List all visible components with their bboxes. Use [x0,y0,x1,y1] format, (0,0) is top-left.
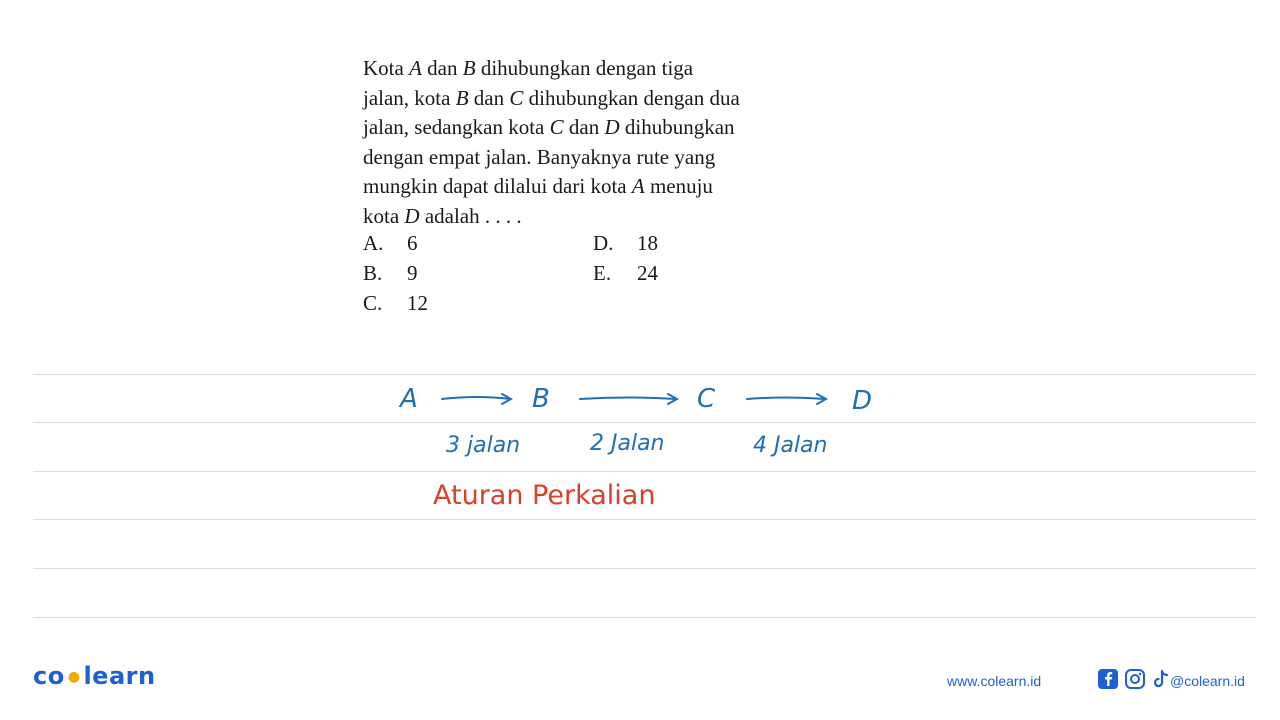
arrow-icon [745,391,831,407]
handwritten-roads-cd: 4 Jalan [753,433,828,458]
option-value: 12 [407,291,428,315]
colearn-logo: co ● learn [33,662,156,690]
handwritten-city-b: B [532,384,550,414]
ruled-line [33,519,1256,520]
ruled-line [33,617,1256,618]
question-line: mungkin dapat dilalui dari kota A menuju [363,174,713,198]
option-letter: C. [363,291,383,315]
handwritten-city-c: C [697,384,716,414]
option-letter: A. [363,231,384,255]
option-c [363,291,428,315]
option-value: 24 [637,261,658,285]
social-handle[interactable]: @colearn.id [1170,673,1245,689]
facebook-icon[interactable] [1097,668,1119,690]
tiktok-icon[interactable] [1150,668,1172,690]
option-d [593,231,658,255]
ruled-line [33,422,1256,423]
option-value: 18 [637,231,658,255]
question-line: Kota A dan B dihubungkan dengan tiga [363,56,694,80]
logo-dot-icon: ● [67,669,81,685]
handwritten-city-d: D [852,386,873,416]
handwritten-city-a: A [400,384,418,414]
arrow-icon [440,391,516,407]
question-line: jalan, kota B dan C dihubungkan dengan dua [363,85,740,110]
option-value: 6 [407,231,418,255]
option-b [363,261,418,285]
arrow-icon [578,391,682,407]
ruled-line [33,568,1256,569]
footer-url[interactable]: www.colearn.id [947,673,1042,689]
ruled-line [33,374,1256,375]
ruled-line [33,471,1256,472]
option-letter: E. [593,261,612,285]
option-value: 9 [407,261,418,285]
option-letter: D. [593,231,614,255]
handwritten-roads-bc: 2 Jalan [590,431,665,456]
question-line: jalan, sedangkan kota C dan D dihubungkan [363,115,735,139]
question-line: kota D adalah . . . . [363,203,522,228]
handwritten-rule: Aturan Perkalian [433,480,656,511]
instagram-icon[interactable] [1124,668,1146,690]
question-line: dengan empat jalan. Banyaknya rute yang [363,144,716,169]
handwritten-roads-ab: 3 jalan [446,433,521,458]
question-text [363,54,797,231]
option-letter: B. [363,261,383,285]
option-e [593,261,658,285]
option-a [363,231,418,255]
